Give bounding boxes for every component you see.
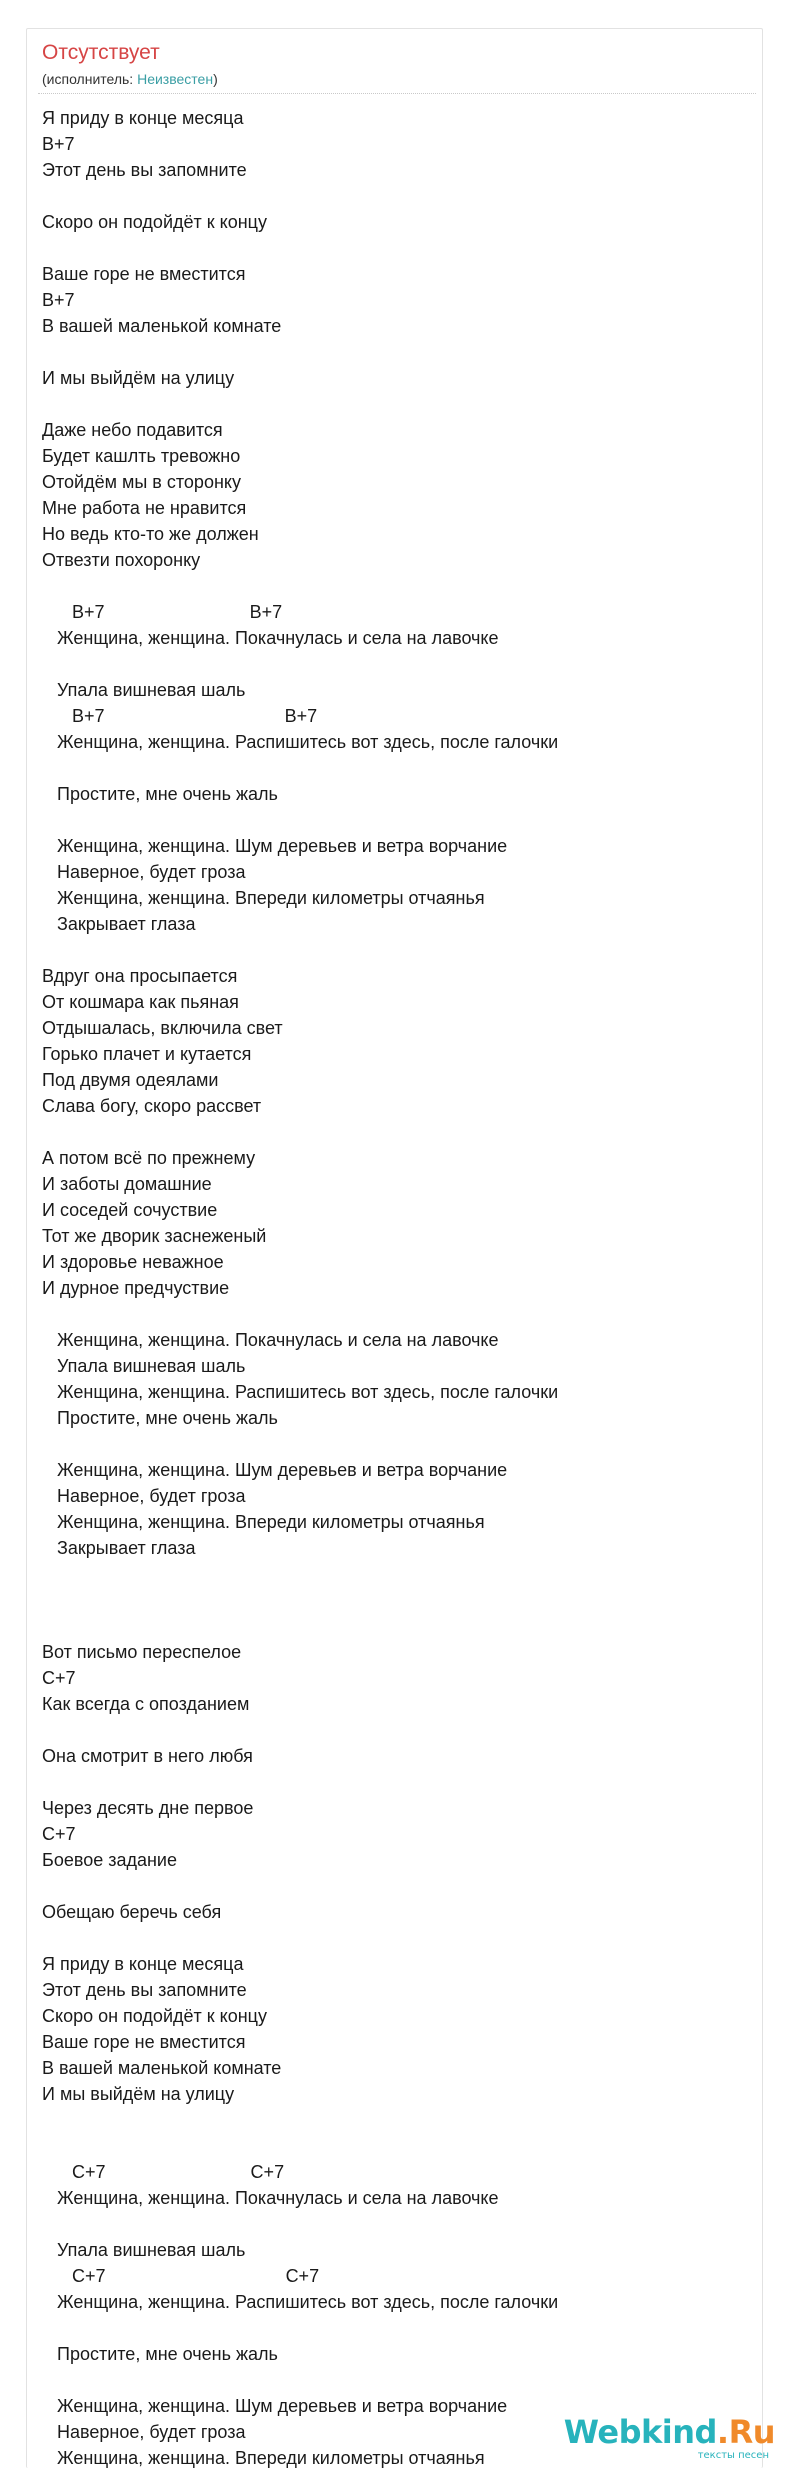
artist-line [42, 70, 218, 88]
lyrics-text: Я приду в конце месяца B+7 Этот день вы запомните Скоро он подойдёт к концу Ваше горе не вместится B+7 В вашей маленькой комнате И мы выйдём на улицу Даже небо подавится Будет кашлть тревожно Отойдём мы в сторонку Мне работа не нравится Но ведь кто-то же должен Отвезти похоронку B+7 B+7 Женщина, женщина. Покачнулась и села на лавочке Упала вишневая шаль B+7 B+7 Женщина, женщина. Распишитесь вот здесь, после галочки Простите, мне очень жаль Женщина, женщина. Шум деревьев и ветра ворчание Наверное, будет гроза Женщина, женщина. Впереди километры отчаянья Закрывает глаза Вдруг она просыпается От кошмара как пьяная Отдышалась, включила свет Горько плачет и кутается Под двумя одеялами Слава богу, скоро рассвет А потом всё по прежнему И заботы домашние И соседей сочуствие Тот же дворик заснеженый И здоровье неважное И дурное предчуствие Женщина, женщина. Покачнулась и села на лавочке Упала вишневая шаль Женщина, женщина. Распишитесь вот здесь, после галочки Простите, мне очень жаль Женщина, женщина. Шум деревьев и ветра ворчание Наверное, будет гроза Женщина, женщина. Впереди километры отчаянья Закрывает глаза Вот письмо переспелое C+7 Как всегда с опозданием Она смотрит в него любя Через десять дне первое C+7 Боевое задание Обещаю беречь себя Я приду в конце месяца Этот день вы запомните Скоро он подойдёт к концу Ваше горе не вместится В вашей маленькой комнате И мы выйдём на улицу C+7 C+7 Женщина, женщина. Покачнулась и села на лавочке Упала вишневая шаль C+7 C+7 Женщина, женщина. Распишитесь вот здесь, после галочки Простите, мне очень жаль Женщина, женщина. Шум деревьев и ветра ворчание Наверное, будет гроза Женщина, женщина. Впереди километры отчаянья [42, 108, 559, 2468]
artist-prefix: (исполнитель: [42, 71, 138, 87]
site-logo[interactable] [563, 2413, 783, 2464]
logo-word: Webkind [563, 2413, 717, 2451]
header-divider [38, 93, 756, 94]
artist-link[interactable]: Неизвестен [137, 71, 214, 87]
logo-wordmark [564, 2414, 775, 2450]
artist-suffix: ) [213, 71, 218, 87]
logo-tagline: тексты песен [697, 2450, 769, 2461]
song-title: Отсутствует [42, 41, 160, 64]
logo-tld: .Ru [716, 2413, 775, 2451]
